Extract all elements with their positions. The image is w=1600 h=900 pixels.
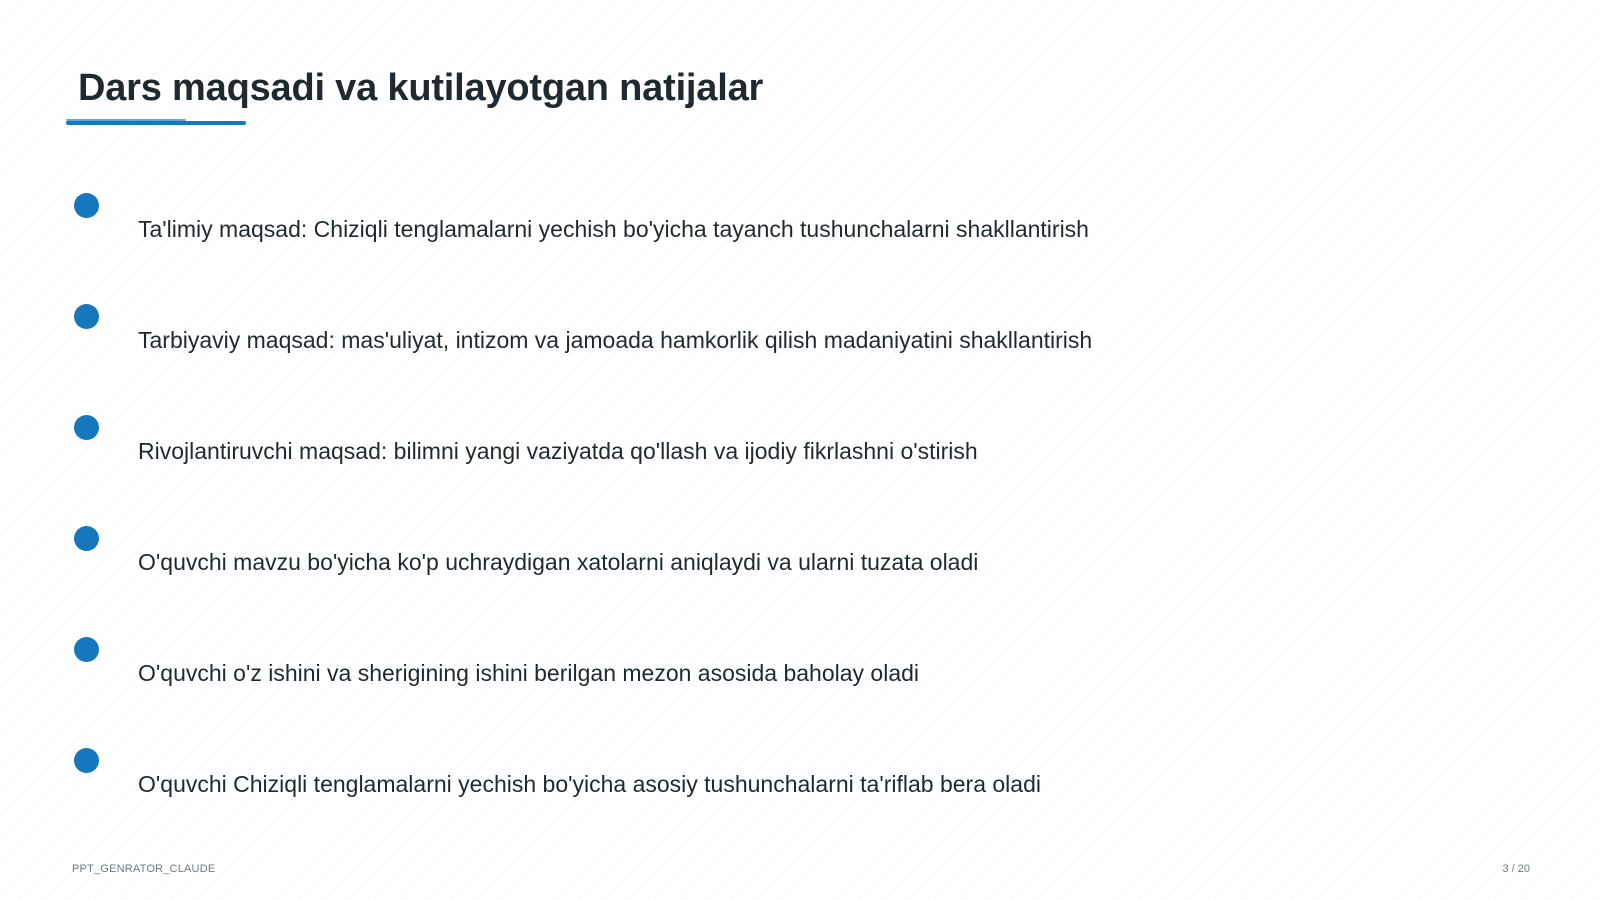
bullet-text-5: O'quvchi o'z ishini va sherigining ishini berilgan mezon asosida baholay oladi xyxy=(138,660,920,686)
bullet-dot-icon xyxy=(74,415,99,440)
bullet-text-4: O'quvchi mavzu bo'yicha ko'p uchraydigan xatolarni aniqlaydi va ularni tuzata oladi xyxy=(138,549,979,575)
bullet-dot-icon xyxy=(74,304,99,329)
title-underline xyxy=(66,121,246,125)
bullet-item-6 xyxy=(0,748,1450,828)
footer-brand: PPT_GENRATOR_CLAUDE xyxy=(72,863,216,875)
bullet-item-5 xyxy=(0,637,1450,717)
bullet-item-3 xyxy=(0,415,1450,495)
bullet-dot-icon xyxy=(74,193,99,218)
slide-title: Dars maqsadi va kutilayotgan natijalar xyxy=(78,67,764,109)
bullet-item-4 xyxy=(0,526,1450,606)
bullet-text-3: Rivojlantiruvchi maqsad: bilimni yangi vaziyatda qo'llash va ijodiy fikrlashni o'stirish xyxy=(138,438,978,464)
bullet-dot-icon xyxy=(74,526,99,551)
bullet-text-2: Tarbiyaviy maqsad: mas'uliyat, intizom va jamoada hamkorlik qilish madaniyatini shakllantirish xyxy=(138,327,1093,353)
bullet-text-6: O'quvchi Chiziqli tenglamalarni yechish bo'yicha asosiy tushunchalarni ta'riflab bera oladi xyxy=(138,771,1041,797)
bullet-text-1: Ta'limiy maqsad: Chiziqli tenglamalarni yechish bo'yicha tayanch tushunchalarni shakllantirish xyxy=(138,216,1089,242)
bullet-item-1 xyxy=(0,193,1450,273)
bullet-dot-icon xyxy=(74,637,99,662)
page-indicator: 3 / 20 xyxy=(1502,863,1530,875)
bullet-dot-icon xyxy=(74,748,99,773)
bullet-item-2 xyxy=(0,304,1450,384)
